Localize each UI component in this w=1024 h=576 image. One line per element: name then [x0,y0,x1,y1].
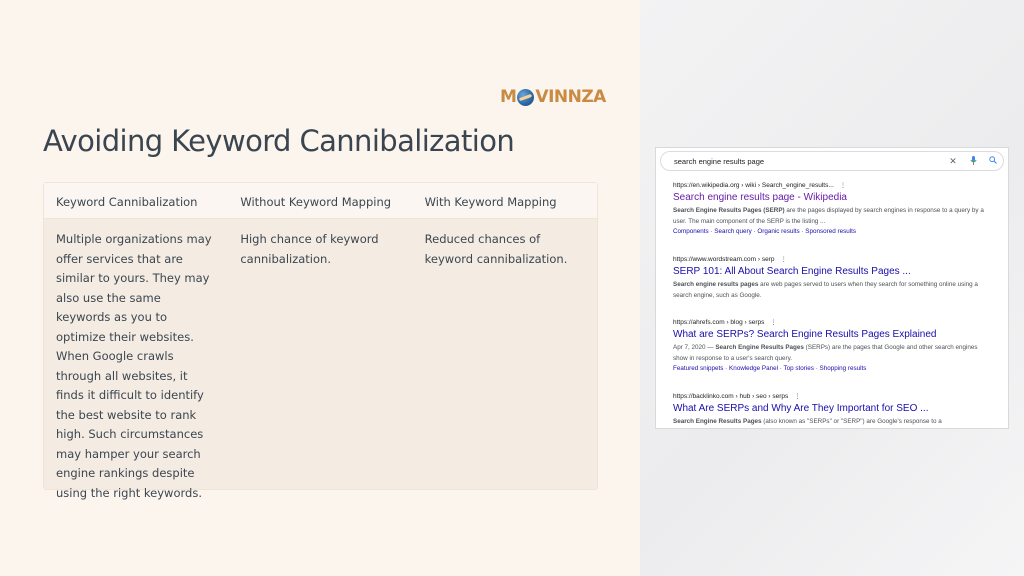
comparison-table [43,182,598,500]
result-title[interactable]: SERP 101: All About Search Engine Results Pages ... [673,266,911,277]
search-icon[interactable] [983,156,1003,166]
search-query[interactable]: search engine results page [674,156,765,166]
table-cell: Multiple organizations may offer services that are similar to yours. They may also use the same keywords as you to optimize their websites. When Google crawls through all websites, it finds it difficult to identify the best website to rank high. Such circumstances may hamper your search engine rankings despite using the right keywords. [56,232,212,500]
mic-icon[interactable] [963,156,983,167]
search-result [673,255,993,301]
more-options-icon[interactable]: ⋮ [770,319,777,326]
result-sitelinks[interactable]: Featured snippets · Knowledge Panel · Top stories · Shopping results [673,365,867,372]
result-snippet: Search Engine Results Pages (SERP) are the pages displayed by search engines in response to a query by a user. The main component of the SERP is the listing ... [673,207,984,225]
globe-icon [517,89,534,106]
result-snippet: Search Engine Results Pages (also known as "SERPs" or "SERP") are Google's response to a [673,418,942,425]
more-options-icon[interactable]: ⋮ [794,393,801,400]
search-result [673,392,993,427]
table-header-row [44,183,597,219]
result-title[interactable]: Search engine results page - Wikipedia [673,192,847,203]
table-header-cell: With Keyword Mapping [424,195,557,209]
search-result [673,181,993,235]
result-snippet: Apr 7, 2020 — Search Engine Results Pages (SERPs) are the pages that Google and other search engines show in response to a user's search query. [673,344,978,362]
result-url[interactable]: https://backlinko.com › hub › seo › serps ⋮ [673,393,801,400]
result-url[interactable]: https://en.wikipedia.org › wiki › Search_engine_results... ⋮ [673,182,847,189]
table-cell: High chance of keyword cannibalization. [240,232,379,266]
search-result [673,318,993,372]
table-header-cell: Without Keyword Mapping [240,195,392,209]
table-row [44,219,597,503]
more-options-icon[interactable]: ⋮ [780,256,787,263]
movinnza-logo [500,86,606,108]
logo-text-left: M [500,87,517,107]
logo-text-right: VINNZA [535,87,606,107]
table-cell: Reduced chances of keyword cannibalization. [424,232,568,266]
serp-screenshot [655,147,1009,429]
result-url[interactable]: https://ahrefs.com › blog › serps ⋮ [673,319,777,326]
close-icon[interactable]: ✕ [949,155,957,166]
result-sitelinks[interactable]: Components · Search query · Organic results · Sponsored results [673,228,857,235]
more-options-icon[interactable]: ⋮ [839,182,847,189]
result-title[interactable]: What are SERPs? Search Engine Results Pages Explained [673,329,937,340]
search-bar[interactable] [660,151,1004,171]
table-header-cell: Keyword Cannibalization [56,195,198,209]
result-url[interactable]: https://www.wordstream.com › serp ⋮ [673,256,787,263]
page-title: Avoiding Keyword Cannibalization [43,124,515,158]
result-snippet: Search engine results pages are web pages served to users when they search for something online using a search engine, such as Google. [673,281,978,299]
result-title[interactable]: What Are SERPs and Why Are They Important for SEO ... [673,403,929,414]
